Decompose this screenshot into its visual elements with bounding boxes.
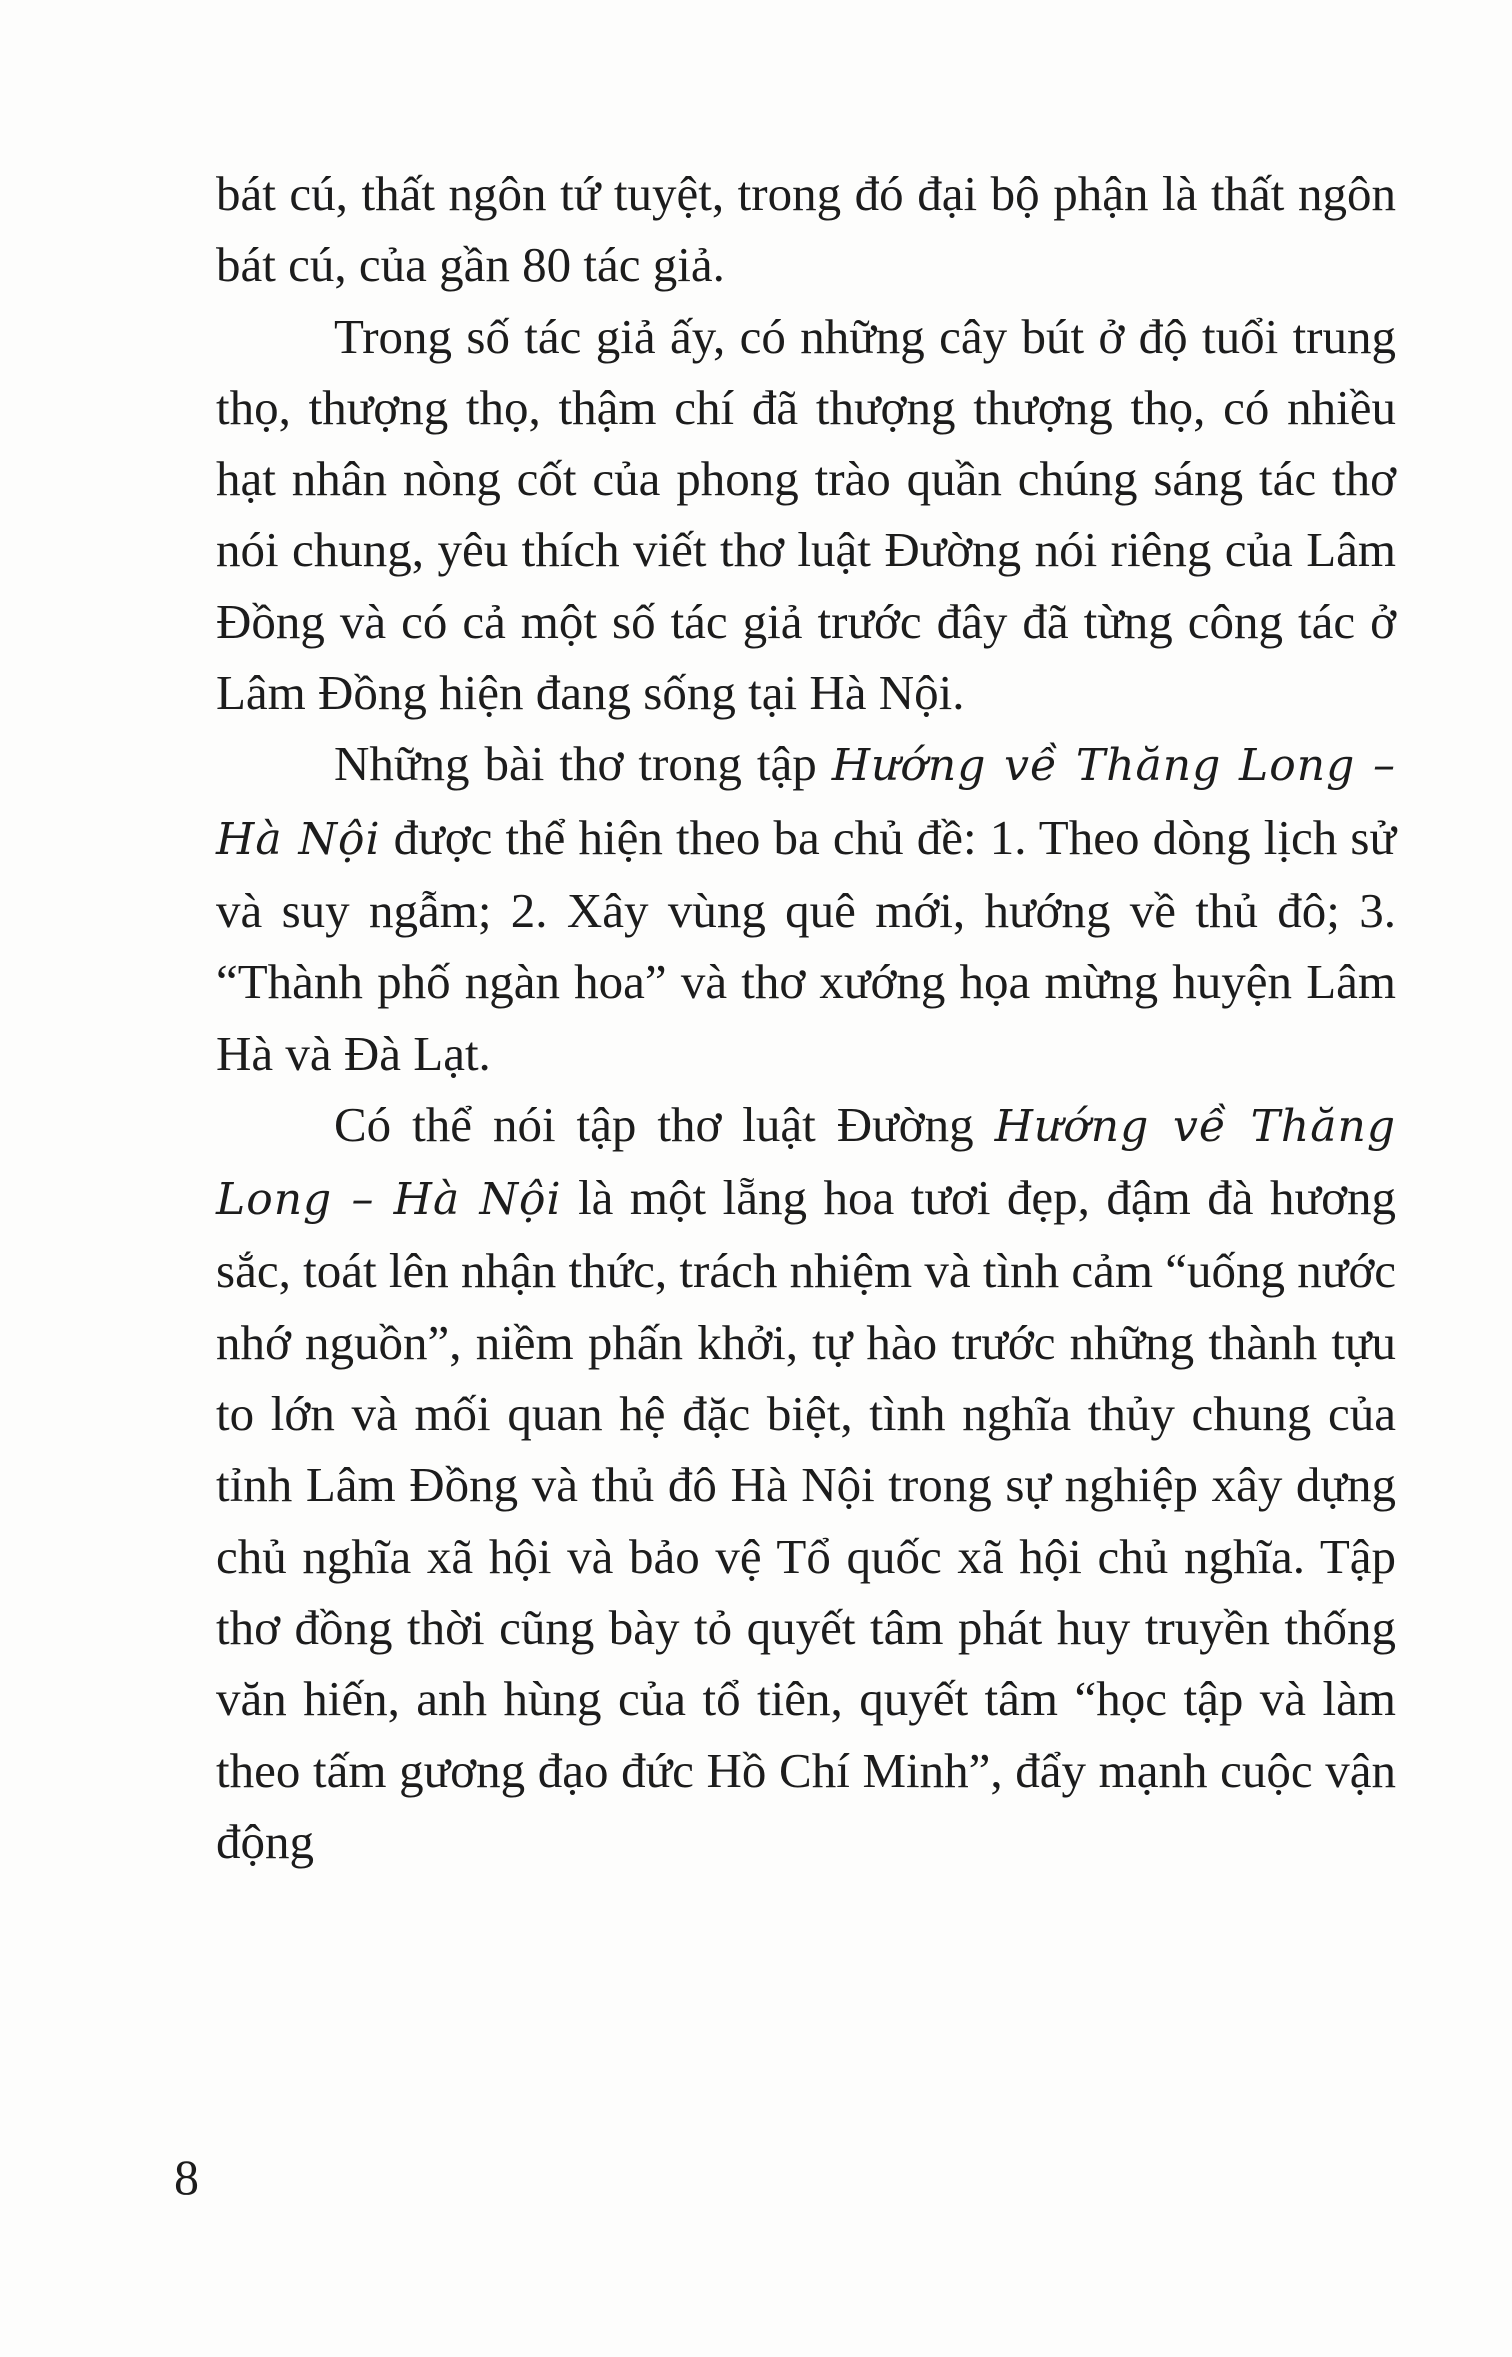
paragraph-3-lead: Những bài thơ trong tập: [334, 736, 832, 792]
page-number: 8: [174, 2149, 199, 2205]
paragraph-4-rest: là một lẵng hoa tươi đẹp, đậm đà hương sắc, toát lên nhận thức, trách nhiệm và tình cảm “uống nước nhớ nguồn”, niềm phấn khởi, tự hào trước những thành tựu to lớn và mối quan hệ đặc biệt, tình nghĩa thủy chung của tỉnh Lâm Đồng và thủ đô Hà Nội trong sự nghiệp xây dựng chủ nghĩa xã hội và bảo vệ Tổ quốc xã hội chủ nghĩa. Tập thơ đồng thời cũng bày tỏ quyết tâm phát huy truyền thống văn hiến, anh hùng của tổ tiên, quyết tâm “học tập và làm theo tấm gương đạo đức Hồ Chí Minh”, đẩy mạnh cuộc vận động: [216, 1170, 1396, 1869]
paragraph-2-text: Trong số tác giả ấy, có những cây bút ở độ tuổi trung thọ, thượng thọ, thậm chí đã thượng thượng thọ, có nhiều hạt nhân nòng cốt của phong trào quần chúng sáng tác thơ nói chung, yêu thích viết thơ luật Đường nói riêng của Lâm Đồng và có cả một số tác giả trước đây đã từng công tác ở Lâm Đồng hiện đang sống tại Hà Nội.: [216, 308, 1396, 721]
paragraph-1-text: bát cú, thất ngôn tứ tuyệt, trong đó đại bộ phận là thất ngôn bát cú, của gần 80 tác giả.: [216, 166, 1396, 293]
paragraph-3: [216, 728, 1396, 1088]
paragraph-1: [216, 158, 1396, 301]
paragraph-3-rest: được thể hiện theo ba chủ đề: 1. Theo dòng lịch sử và suy ngẫm; 2. Xây vùng quê mới, hướng về thủ đô; 3. “Thành phố ngàn hoa” và thơ xướng họa mừng huyện Lâm Hà và Đà Lạt.: [216, 809, 1397, 1081]
paragraph-4-lead: Có thể nói tập thơ luật Đường: [334, 1096, 995, 1152]
book-title: Hướng về Thăng Long – Hà Nội: [216, 1100, 1396, 1226]
paragraph-4: [216, 1089, 1396, 1877]
paragraph-2: [216, 301, 1396, 729]
body-text: [216, 158, 1396, 1877]
book-title: Hướng về Thăng Long – Hà Nội: [216, 740, 1396, 865]
